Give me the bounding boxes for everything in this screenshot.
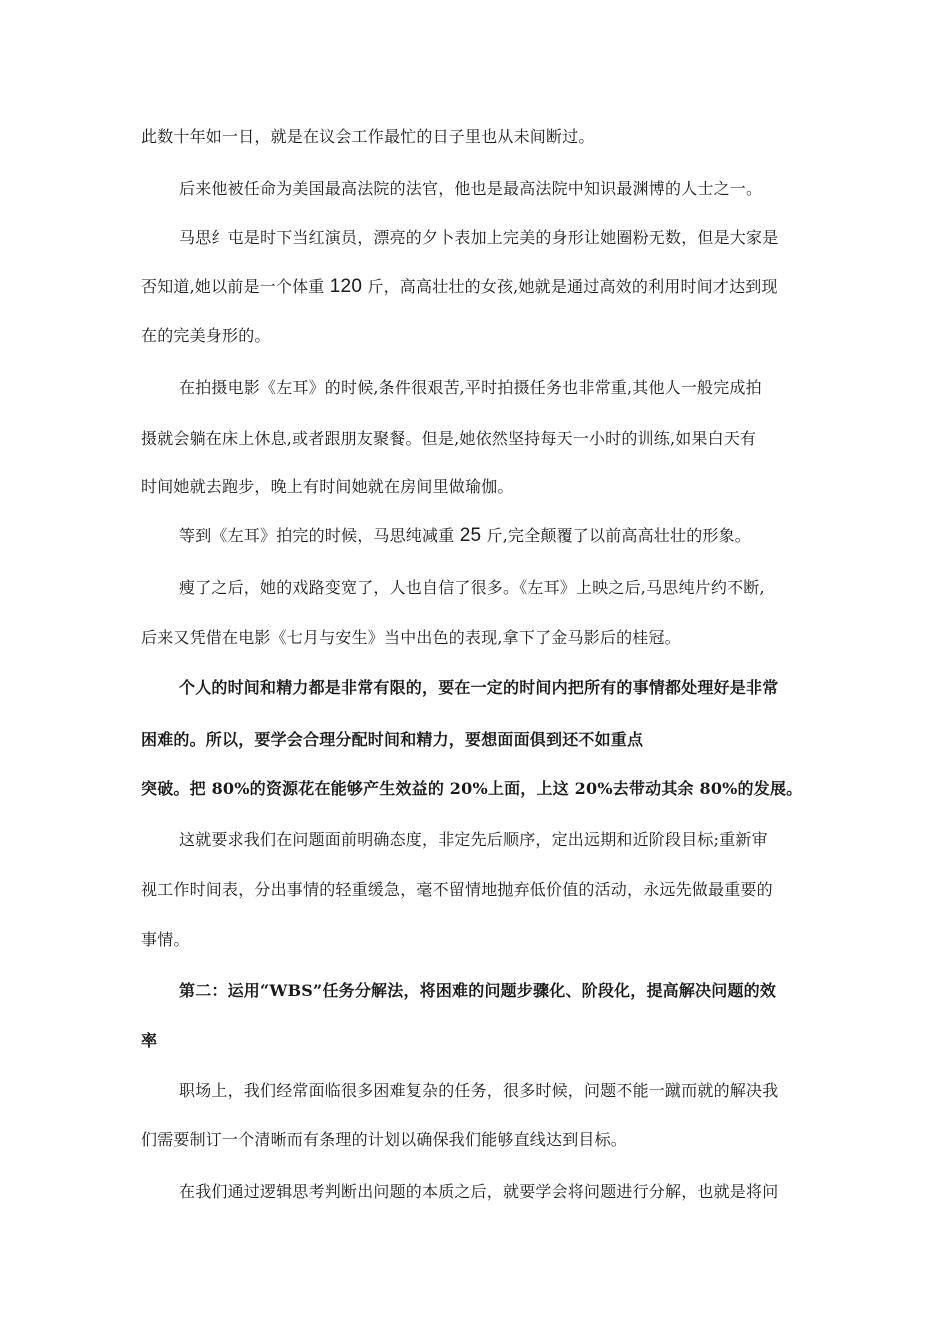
paragraph-line: 在我们通过逻辑思考判断出问题的本质之后，就要学会将问题进行分解，也就是将问 [179,1182,779,1201]
paragraph-line: 在拍摄电影《左耳》的时候,条件很艰苦,平时拍摄任务也非常重,其他人一般完成拍 [179,378,762,397]
paragraph-line [179,526,821,546]
weight-number: 25 [459,525,482,546]
paragraph-line: 时间她就去跑步，晚上有时间她就在房间里做瑜伽。 [141,477,514,496]
line-text: 否知道,她以前是一个体重 [141,277,330,296]
line-text: 斤,完全颠覆了以前高高壮壮的形象。 [481,526,752,545]
emphasis-line: 困难的。所以，要学会合理分配时间和精力，要想面面俱到还不如重点 [141,730,644,749]
line-text: 等到《左耳》拍完的时候，马思纯减重 [179,526,460,545]
paragraph-line: 后来又凭借在电影《七月与安生》当中出色的表现,拿下了金马影后的桂冠。 [141,628,681,647]
paragraph-line: 马思纟屯是时下当红演员，漂亮的夕卜表加上完美的身形让她圈粉无数，但是大家是 [179,228,779,247]
paragraph-line: 这就要求我们在问题面前明确态度，非定先后顺序，定出远期和近阶段目标;重新审 [179,830,768,849]
paragraph-line: 事情。 [141,930,190,949]
paragraph-line: 后来他被任命为美国最高法院的法官，他也是最高法院中知识最渊博的人士之一。 [179,179,763,198]
line-text: 斤，高高壮壮的女孩,她就是通过高效的利用时间才达到现 [362,277,778,296]
emphasis-line: 突破。把 80%的资源花在能够产生效益的 20%上面，上这 20%去带动其余 80%的发展。 [141,779,803,798]
paragraph-line: 视工作时间表，分出事情的轻重缓急，毫不留情地抛弃低价值的活动，永远先做最重要的 [141,880,773,899]
section-heading: 第二：运用“WBS”任务分解法，将困难的问题步骤化、阶段化，提高解决问题的效 [179,981,777,1000]
paragraph-line: 瘦了之后，她的戏路变宽了，人也自信了很多。《左耳》上映之后,马思纯片约不断, [179,578,765,597]
paragraph-line: 在的完美身形的。 [141,326,271,345]
section-heading: 率 [141,1031,158,1050]
emphasis-line: 个人的时间和精力都是非常有限的，要在一定的时间内把所有的事情都处理好是非常 [179,678,779,697]
paragraph-line: 职场上，我们经常面临很多困难复杂的任务，很多时候，问题不能一蹴而就的解决我 [179,1081,779,1100]
paragraph-line: 们需要制订一个清晰而有条理的计划以确保我们能够直线达到目标。 [141,1130,628,1149]
paragraph-line: 摄就会躺在床上休息,或者跟朋友聚餐。但是,她依然坚持每天一小时的训练,如果白天有 [141,429,757,448]
paragraph-line [141,277,821,297]
paragraph-line: 此数十年如一日，就是在议会工作最忙的日子里也从未间断过。 [141,127,595,146]
weight-number: 120 [329,276,363,297]
